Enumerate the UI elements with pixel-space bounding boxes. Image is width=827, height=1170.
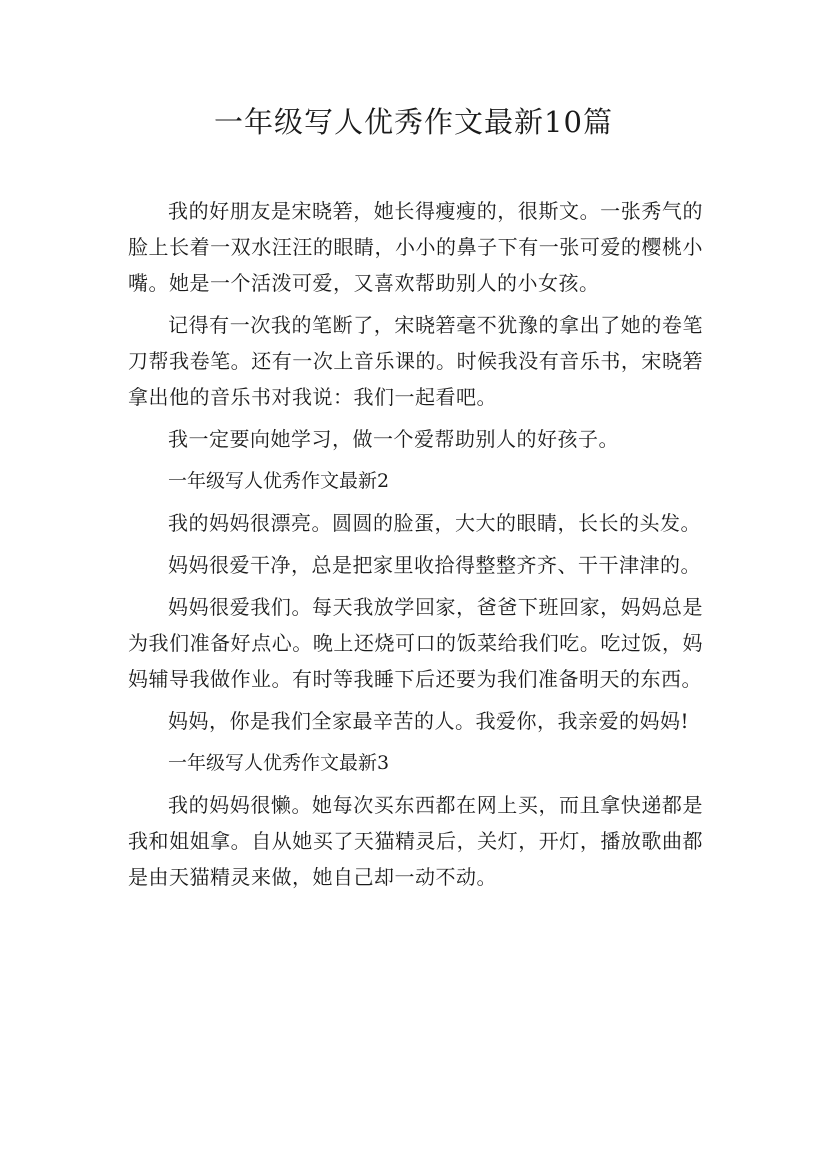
document-title: 一年级写人优秀作文最新10篇: [214, 105, 613, 139]
paragraph: 记得有一次我的笔断了，宋晓箬毫不犹豫的拿出了她的卷笔刀帮我卷笔。还有一次上音乐课的。时候我没有音乐书，宋晓箬拿出他的音乐书对我说：我们一起看吧。: [128, 313, 703, 409]
paragraph: 妈妈，你是我们全家最辛苦的人。我爱你，我亲爱的妈妈!: [168, 709, 690, 733]
paragraph: 我的妈妈很懒。她每次买东西都在网上买，而且拿快递都是我和姐姐拿。自从她买了天猫精灵后，关灯，开灯，播放歌曲都是由天猫精灵来做，她自己却一动不动。: [128, 793, 703, 889]
section-heading: 一年级写人优秀作文最新2: [168, 470, 390, 492]
section-heading: 一年级写人优秀作文最新3: [168, 752, 390, 774]
document-body: [128, 193, 703, 901]
paragraph: 妈妈很爱干净，总是把家里收拾得整整齐齐、干干津津的。: [168, 553, 701, 577]
paragraph: 妈妈很爱我们。每天我放学回家，爸爸下班回家，妈妈总是为我们准备好点心。晚上还烧可口的饭菜给我们吃。吃过饭，妈妈辅导我做作业。有时等我睡下后还要为我们准备明天的东西。: [128, 595, 703, 691]
paragraph: 我的好朋友是宋晓箬，她长得瘦瘦的，很斯文。一张秀气的脸上长着一双水汪汪的眼睛，小小的鼻子下有一张可爱的樱桃小嘴。她是一个活泼可爱，又喜欢帮助别人的小女孩。: [128, 199, 703, 295]
paragraph: 我一定要向她学习，做一个爱帮助别人的好孩子。: [168, 427, 619, 451]
paragraph: 我的妈妈很漂亮。圆圆的脸蛋，大大的眼睛，长长的头发。: [168, 511, 701, 535]
